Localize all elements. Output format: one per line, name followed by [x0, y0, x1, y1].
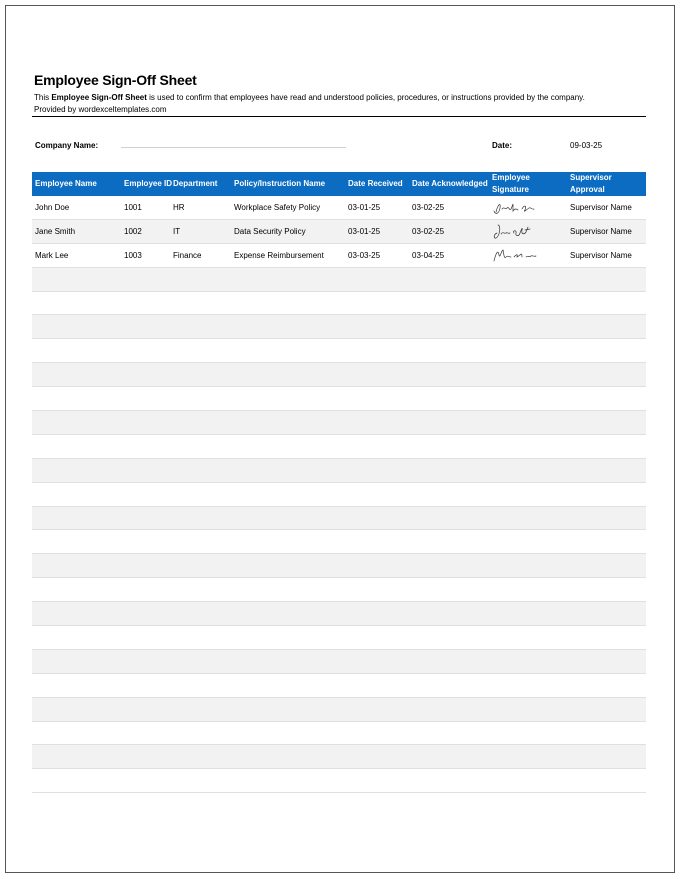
table-row — [32, 387, 646, 411]
header-employee-name: Employee Name — [35, 179, 97, 188]
header-supervisor-approval: Supervisor Approval — [570, 173, 612, 194]
cell-employee-id[interactable]: 1003 — [124, 250, 142, 260]
cell-date-acknowledged[interactable]: 03-04-25 — [412, 250, 445, 260]
table-row — [32, 220, 646, 244]
date-label: Date: — [492, 141, 513, 150]
table-row — [32, 244, 646, 268]
table-row — [32, 745, 646, 769]
header-divider — [32, 116, 646, 117]
cell-employee-signature[interactable] — [492, 244, 568, 267]
cell-department[interactable]: HR — [173, 203, 185, 212]
cell-employee-name[interactable]: Jane Smith — [35, 226, 76, 236]
company-name-field[interactable] — [121, 147, 346, 148]
cell-supervisor-approval[interactable]: Supervisor Name — [570, 250, 632, 260]
table-row — [32, 769, 646, 793]
cell-employee-name[interactable]: John Doe — [35, 203, 70, 212]
table-row — [32, 339, 646, 363]
cell-employee-signature[interactable] — [492, 196, 568, 219]
cell-department[interactable]: IT — [173, 226, 181, 236]
table-row — [32, 292, 646, 316]
company-name-label: Company Name: — [35, 141, 99, 150]
table-row — [32, 578, 646, 602]
table-header — [32, 172, 646, 196]
header-employee-signature: Employee Signature — [492, 173, 530, 194]
table-row — [32, 698, 646, 722]
header-department: Department — [173, 179, 218, 188]
table-row — [32, 507, 646, 531]
cell-supervisor-approval[interactable]: Supervisor Name — [570, 203, 632, 212]
cell-supervisor-approval[interactable]: Supervisor Name — [570, 226, 632, 236]
table-row — [32, 268, 646, 292]
signature-image — [492, 221, 540, 241]
table-row — [32, 363, 646, 387]
cell-employee-name[interactable]: Mark Lee — [35, 250, 69, 260]
description-suffix: is used to confirm that employees have read and understood policies, procedures, or instructions provided by the company. — [146, 93, 585, 102]
signature-image — [492, 198, 540, 218]
table-row — [32, 435, 646, 459]
table-row — [32, 196, 646, 220]
table-row — [32, 459, 646, 483]
cell-employee-id[interactable]: 1002 — [124, 226, 142, 236]
cell-policy-name[interactable]: Expense Reimbursement — [234, 250, 324, 260]
cell-date-acknowledged[interactable]: 03-02-25 — [412, 203, 445, 212]
header-policy-name: Policy/Instruction Name — [234, 179, 326, 188]
sheet-title: Employee Sign-Off Sheet — [34, 72, 197, 88]
header-date-acknowledged: Date Acknowledged — [412, 179, 488, 188]
table-row — [32, 626, 646, 650]
table-row — [32, 315, 646, 339]
table-row — [32, 554, 646, 578]
table-row — [32, 411, 646, 435]
cell-department[interactable]: Finance — [173, 250, 202, 260]
cell-policy-name[interactable]: Data Security Policy — [234, 226, 306, 236]
table-row — [32, 530, 646, 554]
header-date-received: Date Received — [348, 179, 403, 188]
description-bold: Employee Sign-Off Sheet — [51, 93, 147, 102]
cell-date-received[interactable]: 03-01-25 — [348, 203, 381, 212]
sign-off-table — [32, 172, 646, 793]
table-row — [32, 602, 646, 626]
cell-employee-id[interactable]: 1001 — [124, 203, 142, 212]
table-row — [32, 483, 646, 507]
cell-date-received[interactable]: 03-01-25 — [348, 226, 381, 236]
date-value[interactable]: 09-03-25 — [570, 141, 603, 150]
cell-policy-name[interactable]: Workplace Safety Policy — [234, 203, 321, 212]
cell-date-acknowledged[interactable]: 03-02-25 — [412, 226, 445, 236]
sheet-description — [34, 92, 654, 116]
provided-by: Provided by wordexceltemplates.com — [34, 105, 167, 114]
table-row — [32, 722, 646, 746]
table-body — [32, 196, 646, 793]
table-row — [32, 674, 646, 698]
table-row — [32, 650, 646, 674]
cell-date-received[interactable]: 03-03-25 — [348, 250, 381, 260]
header-employee-id: Employee ID — [124, 179, 173, 188]
cell-employee-signature[interactable] — [492, 220, 568, 243]
description-prefix: This — [34, 93, 52, 102]
signature-image — [492, 245, 540, 265]
